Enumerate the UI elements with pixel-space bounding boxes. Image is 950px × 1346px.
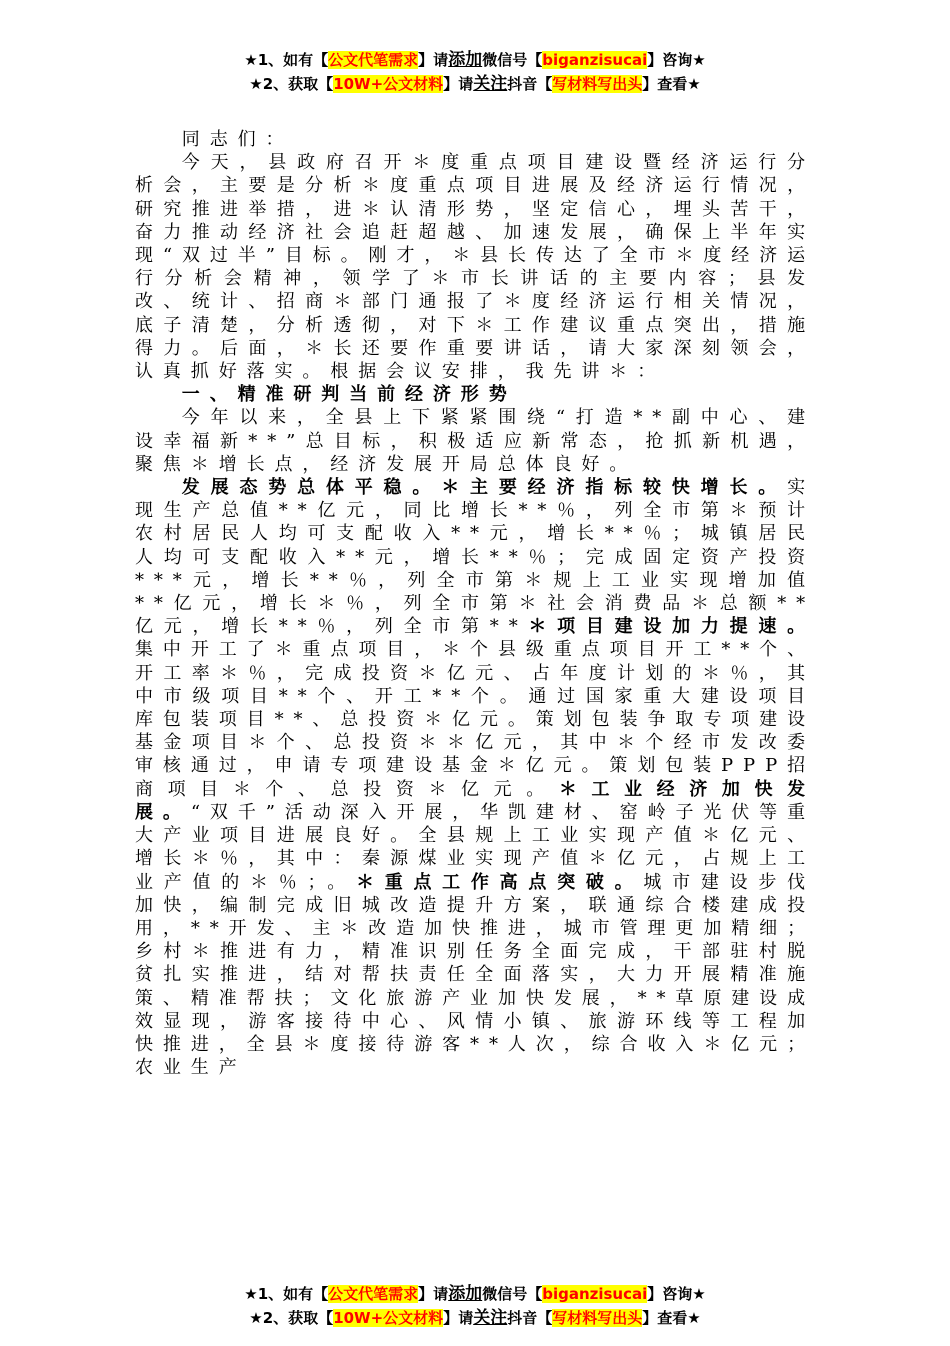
salutation: 同志们： bbox=[181, 129, 294, 150]
banner-highlight: 10W+公文材料 bbox=[333, 75, 444, 93]
banner-emphasis: 添加 bbox=[448, 1284, 483, 1304]
banner-text: 】请 bbox=[418, 1285, 449, 1303]
banner-line-2 bbox=[0, 72, 950, 96]
banner-highlight: biganzisucai bbox=[542, 51, 648, 69]
banner-text: 】咨询★ bbox=[647, 1285, 706, 1303]
banner-highlight: 公文代笔需求 bbox=[328, 1285, 419, 1303]
banner-line-1 bbox=[0, 48, 950, 72]
footer-banner bbox=[0, 1282, 950, 1330]
banner-text: 】请 bbox=[443, 75, 474, 93]
banner-emphasis: 关注 bbox=[473, 74, 508, 94]
header-banner bbox=[0, 48, 950, 96]
banner-text: 】请 bbox=[443, 1309, 474, 1327]
banner-emphasis: 添加 bbox=[448, 50, 483, 70]
banner-text: 】查看★ bbox=[642, 1309, 701, 1327]
bold-lead: ＊项目建设加力提速。 bbox=[527, 616, 815, 638]
banner-text: 】请 bbox=[418, 51, 449, 69]
banner-highlight: biganzisucai bbox=[542, 1285, 648, 1303]
banner-text: 微信号【 bbox=[482, 1285, 543, 1303]
paragraph-opening: 今天，县政府召开＊度重点项目建设暨经济运行分析会，主要是分析＊度重点项目进展及经济运行情况，研究推进举措，进＊认清形势，坚定信心，埋头苦干，奋力推动经济社会追赶超越、加速发展，确保上半年实现“双过半”目标。刚才，＊县长传达了全市＊度经济运行分析会精神，领学了＊市长讲话的主要内容；县发改、统计、招商＊部门通报了＊度经济运行相关情况，底子清楚，分析透彻，对下＊工作建议重点突出，措施得力。后面，＊长还要作重要讲话，请大家深刻领会，认真抓好落实。根据会议安排，我先讲＊： bbox=[135, 152, 815, 383]
banner-text: 】咨询★ bbox=[647, 51, 706, 69]
bold-lead: ＊工业经济加快发展。 bbox=[135, 778, 815, 823]
document-body bbox=[135, 128, 815, 1226]
banner-text: 抖音【 bbox=[507, 1309, 553, 1327]
banner-text: 微信号【 bbox=[482, 51, 543, 69]
banner-text: ★2、获取【 bbox=[249, 75, 334, 93]
banner-emphasis: 关注 bbox=[473, 1308, 508, 1328]
paragraph-text: 实现生产总值**亿元，同比增长**％，列全市第＊预计农村居民人均可支配收入**元，增长**％；城镇居民人均可支配收入**元，增长**％；完成固定资产投资***元，增长**％，列全市第＊规上工业实现增加值**亿元，增长＊％，列全市第＊社会消费品＊总额**亿元，增长**％，列全市第** bbox=[135, 477, 815, 638]
paragraph-text: “双千”活动深入开展，华凯建材、窑岭子光伏等重大产业项目进展良好。全县规上工业实现产值＊亿元、增长＊％，其中：秦源煤业实现产值＊亿元，占规上工业产值的＊％；。 bbox=[135, 801, 815, 893]
banner-highlight: 写材料写出头 bbox=[552, 1309, 643, 1327]
banner-line-2 bbox=[0, 1306, 950, 1330]
paragraph-text: 集中开工了＊重点项目，＊个县级重点项目开工**个、开工率＊％，完成投资＊亿元、占年度计划的＊％，其中市级项目**个、开工**个。通过国家重大建设项目库包装项目**、总投资＊亿元。策划包装争取专项建设基金项目＊个、总投资＊＊亿元，其中＊个经市发改委审核通过，申请专项建设基金＊亿元。策划包装PPP招商项目＊个、总投资＊亿元。 bbox=[135, 639, 815, 800]
banner-text: ★1、如有【 bbox=[244, 1285, 329, 1303]
paragraph-overview: 今年以来，全县上下紧紧围绕“打造**副中心、建设幸福新**”总目标，积极适应新常态，抢抓新机遇，聚焦＊增长点，经济发展开局总体良好。 bbox=[135, 407, 815, 475]
paragraph-details bbox=[135, 476, 815, 1079]
bold-lead: ＊重点工作高点突破。 bbox=[355, 871, 644, 893]
section-heading: 一、精准研判当前经济形势 bbox=[181, 384, 517, 406]
banner-highlight: 公文代笔需求 bbox=[328, 51, 419, 69]
banner-text: 抖音【 bbox=[507, 75, 553, 93]
bold-lead: 发展态势总体平稳。＊主要经济指标较快增长。 bbox=[181, 477, 788, 499]
paragraph-text: 城市建设步伐加快，编制完成旧城改造提升方案，联通综合楼建成投用，**开发、主＊改造加快推进，城市管理更加精细；乡村＊推进有力，精准识别任务全面完成，干部驻村脱贫扎实推进，结对帮扶责任全面落实，大力开展精准施策、精准帮扶；文化旅游产业加快发展，**草原建设成效显现，游客接待中心、风情小镇、旅游环线等工程加快推进，全县＊度接待游客**人次，综合收入＊亿元；农业生产 bbox=[135, 871, 815, 1079]
banner-text: ★2、获取【 bbox=[249, 1309, 334, 1327]
banner-line-1 bbox=[0, 1282, 950, 1306]
banner-highlight: 10W+公文材料 bbox=[333, 1309, 444, 1327]
banner-text: 】查看★ bbox=[642, 75, 701, 93]
banner-text: ★1、如有【 bbox=[244, 51, 329, 69]
banner-highlight: 写材料写出头 bbox=[552, 75, 643, 93]
